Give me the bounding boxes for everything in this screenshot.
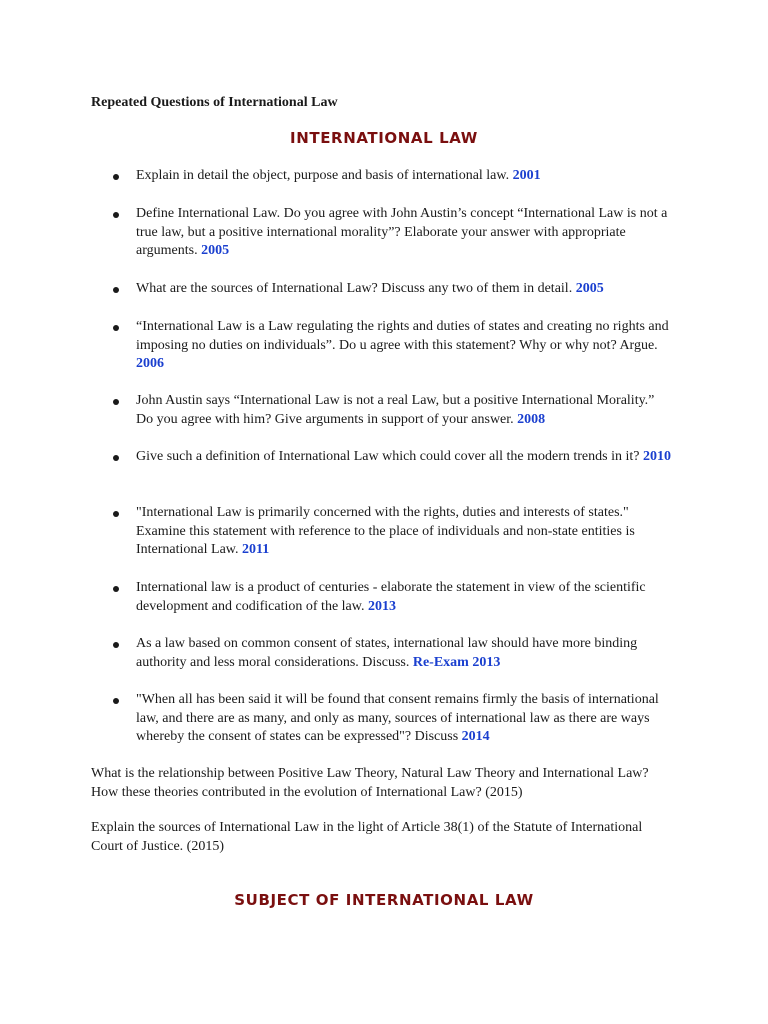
question-text: What are the sources of International Law? Discuss any two of them in detail. 2005 bbox=[136, 281, 604, 296]
bullet-icon bbox=[113, 325, 119, 331]
question-text: Explain in detail the object, purpose and basis of international law. 2001 bbox=[136, 168, 541, 183]
bullet-icon bbox=[113, 511, 119, 517]
bullet-icon bbox=[113, 455, 119, 461]
question-text: International law is a product of centuries - elaborate the statement in view of the scientific development and codification of the law. 2013 bbox=[136, 580, 646, 614]
bullet-icon bbox=[113, 642, 119, 648]
question-text: “International Law is a Law regulating the rights and duties of states and creating no rights and imposing no duties on individuals”. Do u agree with this statement? Why or why not? Argue. 2006 bbox=[136, 319, 669, 372]
question-year: 2005 bbox=[201, 243, 230, 259]
question-year: 2008 bbox=[517, 411, 546, 427]
bullet-icon bbox=[113, 287, 119, 293]
bullet-icon bbox=[113, 698, 119, 704]
question-year: 2013 bbox=[367, 598, 396, 614]
question-paragraph: Explain the sources of International Law in the light of Article 38(1) of the Statute of International Court of Justice. (2015) bbox=[91, 820, 643, 854]
question-year: 2014 bbox=[461, 729, 490, 745]
question-year: Re-Exam 2013 bbox=[412, 654, 501, 670]
question-text: Give such a definition of International Law which could cover all the modern trends in it? 2010 bbox=[136, 449, 671, 464]
bullet-icon bbox=[113, 174, 119, 180]
question-text: "International Law is primarily concerned with the rights, duties and interests of states." Examine this statement with reference to the place of individuals and non-state entities is International Law. 2011 bbox=[136, 505, 635, 558]
question-year: 2001 bbox=[512, 168, 541, 183]
bullet-icon bbox=[113, 586, 119, 592]
question-paragraph: What is the relationship between Positive Law Theory, Natural Law Theory and International Law? How these theories contributed in the evolution of International Law? (2015) bbox=[91, 766, 649, 800]
section-title-subject-of-international-law: SUBJECT OF INTERNATIONAL LAW bbox=[234, 891, 534, 909]
question-text: "When all has been said it will be found that consent remains firmly the basis of international law, and there are as many, and only as many, sources of international law as there are ways whereby the consent of states can be expressed"? Discuss 2014 bbox=[136, 692, 659, 745]
document-heading: Repeated Questions of International Law bbox=[91, 95, 338, 110]
question-year: 2010 bbox=[642, 449, 671, 464]
section-title-international-law: INTERNATIONAL LAW bbox=[290, 129, 478, 147]
question-year: 2006 bbox=[136, 356, 164, 372]
question-year: 2005 bbox=[575, 281, 604, 296]
question-text: As a law based on common consent of states, international law should have more binding authority and less moral considerations. Discuss. Re-Exam 2013 bbox=[136, 636, 638, 670]
question-text: Define International Law. Do you agree with John Austin’s concept “International Law is not a true law, but a positive international morality”? Elaborate your answer with appropriate arguments. 2005 bbox=[136, 206, 668, 259]
question-year: 2011 bbox=[242, 542, 270, 558]
bullet-icon bbox=[113, 212, 119, 218]
question-text: John Austin says “International Law is not a real Law, but a positive International Morality.” Do you agree with him? Give arguments in support of your answer. 2008 bbox=[136, 393, 655, 427]
bullet-icon bbox=[113, 399, 119, 405]
